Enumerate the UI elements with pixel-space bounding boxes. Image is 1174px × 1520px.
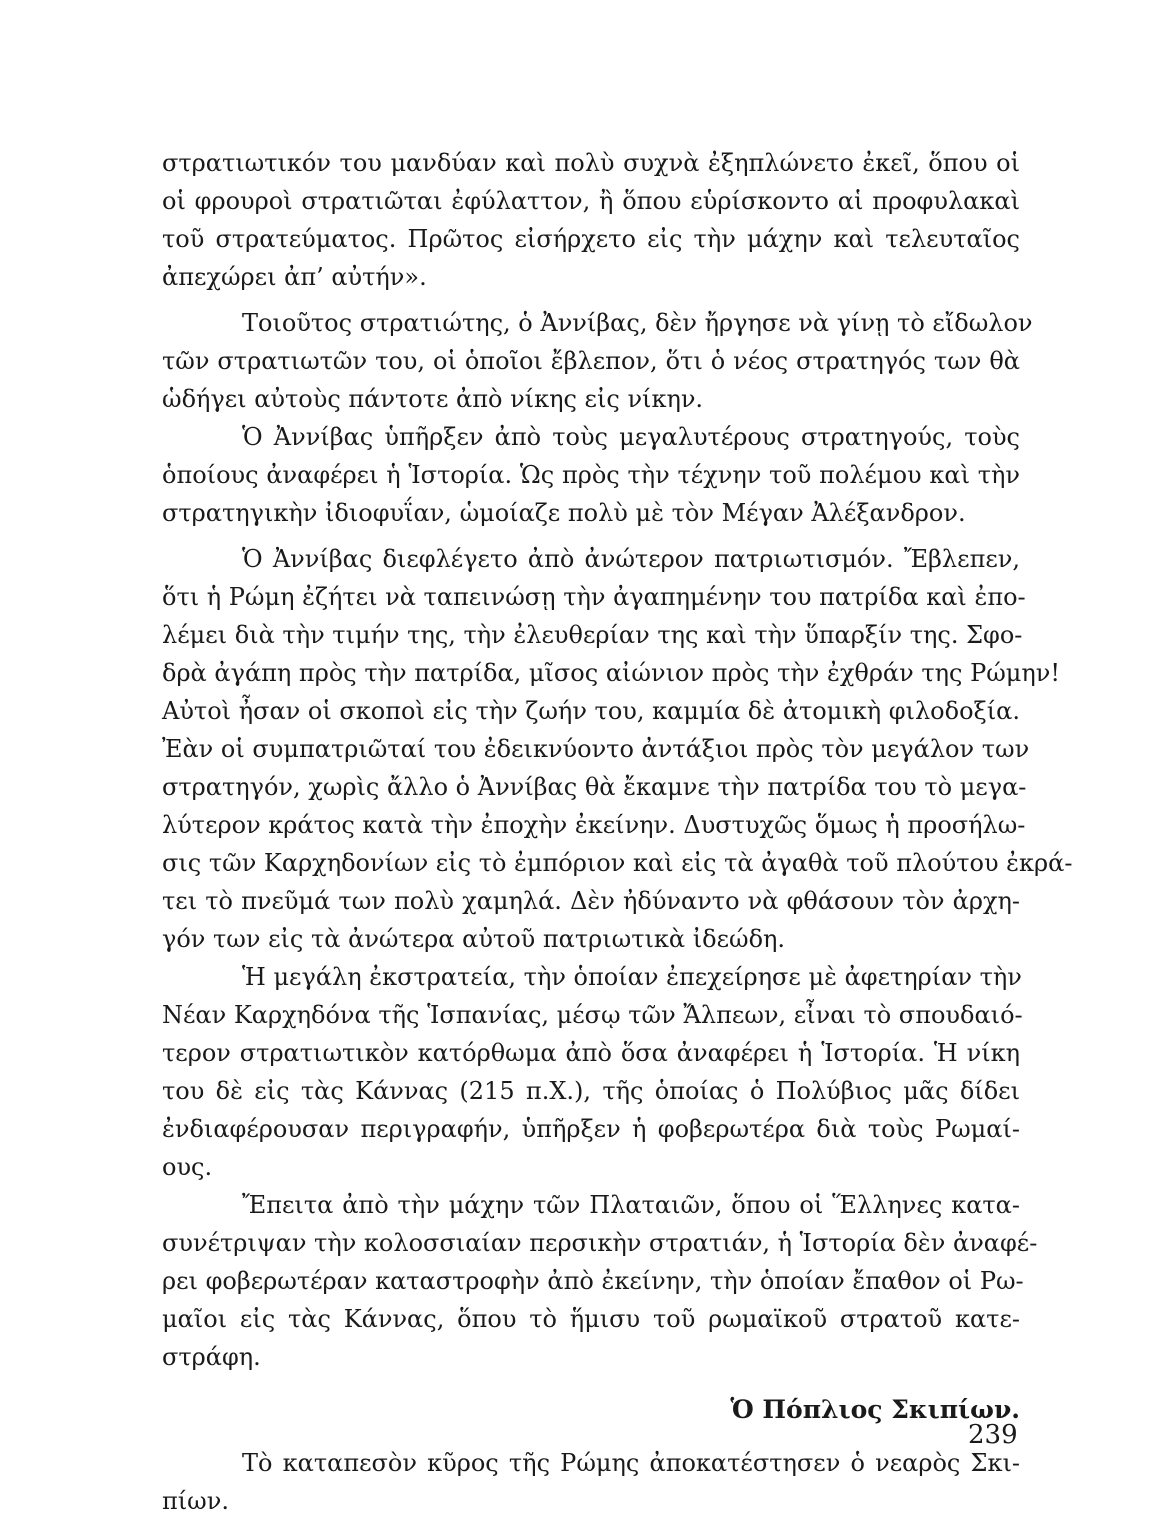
text-line: Αὐτοὶ ἦσαν οἱ σκοποὶ εἰς τὴν ζωήν του, καμμία δὲ ἀτομικὴ φιλοδοξία. (162, 697, 1020, 725)
text-line: ὡδήγει αὐτοὺς πάντοτε ἀπὸ νίκης εἰς νίκην. (162, 385, 704, 413)
page-number: 239 (968, 1420, 1018, 1450)
text-line: Νέαν Καρχηδόνα τῆς Ἱσπανίας, μέσῳ τῶν Ἄλπεων, εἶναι τὸ σπουδαιό- (162, 1001, 1023, 1029)
text-line: ὁποίους ἀναφέρει ἡ Ἱστορία. Ὡς πρὸς τὴν τέχνην τοῦ πολέμου καὶ τὴν (162, 461, 1020, 489)
text-line: λύτερον κράτος κατὰ τὴν ἐποχὴν ἐκείνην. Δυστυχῶς ὅμως ἡ προσήλω- (162, 811, 1026, 839)
text-line: ὅτι ἡ Ρώμη ἐζήτει νὰ ταπεινώσῃ τὴν ἀγαπημένην του πατρίδα καὶ ἐπο- (162, 583, 1026, 611)
section-heading: Ὁ Πόπλιος Σκιπίων. (730, 1395, 1020, 1424)
text-line: σις τῶν Καρχηδονίων εἰς τὸ ἐμπόριον καὶ εἰς τὰ ἀγαθὰ τοῦ πλούτου ἐκρά- (162, 849, 1073, 877)
text-line: Ἔπειτα ἀπὸ τὴν μάχην τῶν Πλαταιῶν, ὅπου οἱ Ἕλληνες κατα- (242, 1191, 1020, 1219)
text-line: πίων. (162, 1487, 229, 1515)
text-line: Ὁ Ἀννίβας διεφλέγετο ἀπὸ ἀνώτερον πατριωτισμόν. Ἔβλεπεν, (242, 545, 1020, 573)
text-line: λέμει διὰ τὴν τιμήν της, τὴν ἐλευθερίαν της καὶ τὴν ὕπαρξίν της. Σφο- (162, 621, 1023, 649)
text-line: οἱ φρουροὶ στρατιῶται ἐφύλαττον, ἢ ὅπου εὑρίσκοντο αἱ προφυλακαὶ (162, 187, 1020, 215)
text-line: ους. (162, 1153, 213, 1181)
text-line: ρει φοβερωτέραν καταστροφὴν ἀπὸ ἐκείνην, τὴν ὁποίαν ἔπαθον οἱ Ρω- (162, 1267, 1024, 1295)
paragraph-7 (162, 1444, 1020, 1520)
text-line: Τὸ καταπεσὸν κῦρος τῆς Ρώμης ἀποκατέστησεν ὁ νεαρὸς Σκι- (242, 1449, 1020, 1477)
text-line: Ὁ Ἀννίβας ὑπῆρξεν ἀπὸ τοὺς μεγαλυτέρους στρατηγούς, τοὺς (242, 423, 1020, 451)
text-line: Ἡ μεγάλη ἐκστρατεία, τὴν ὁποίαν ἐπεχείρησε μὲ ἀφετηρίαν τὴν (242, 963, 1022, 991)
paragraph-5 (162, 958, 1023, 1186)
paragraph-1 (162, 144, 1020, 296)
text-line: τῶν στρατιωτῶν του, οἱ ὁποῖοι ἔβλεπον, ὅτι ὁ νέος στρατηγός των θὰ (162, 347, 1020, 375)
text-line: στρατηγόν, χωρὶς ἄλλο ὁ Ἀννίβας θὰ ἔκαμνε τὴν πατρίδα του τὸ μεγα- (162, 773, 1027, 801)
text-line: του δὲ εἰς τὰς Κάννας (215 π.Χ.), τῆς ὁποίας ὁ Πολύβιος μᾶς δίδει (162, 1077, 1020, 1105)
text-line: τερον στρατιωτικὸν κατόρθωμα ἀπὸ ὅσα ἀναφέρει ἡ Ἱστορία. Ἡ νίκη (162, 1039, 1020, 1067)
text-line: τοῦ στρατεύματος. Πρῶτος εἰσήρχετο εἰς τὴν μάχην καὶ τελευταῖος (162, 225, 1020, 253)
page-body (162, 144, 1073, 1520)
paragraph-4 (162, 540, 1073, 958)
text-line: στράφη. (162, 1343, 261, 1371)
text-line: ἐνδιαφέρουσαν περιγραφήν, ὑπῆρξεν ἡ φοβερωτέρα διὰ τοὺς Ρωμαί- (162, 1115, 1020, 1143)
text-line: μαῖοι εἰς τὰς Κάννας, ὅπου τὸ ἥμισυ τοῦ ρωμαϊκοῦ στρατοῦ κατε- (162, 1305, 1020, 1333)
text-line: Τοιοῦτος στρατιώτης, ὁ Ἀννίβας, δὲν ἤργησε νὰ γίνῃ τὸ εἴδωλον (242, 309, 1033, 337)
text-line: στρατηγικὴν ἰδιοφυΐαν, ὡμοίαζε πολὺ μὲ τὸν Μέγαν Ἀλέξανδρον. (162, 499, 966, 527)
text-line: Ἐὰν οἱ συμπατριῶταί του ἐδεικνύοντο ἀντάξιοι πρὸς τὸν μεγάλον των (162, 735, 1030, 763)
text-line: δρὰ ἀγάπη πρὸς τὴν πατρίδα, μῖσος αἰώνιον πρὸς τὴν ἐχθράν της Ρώμην! (162, 659, 1061, 687)
text-line: ἀπεχώρει ἀπ’ αὐτήν». (162, 263, 427, 291)
paragraph-2 (162, 304, 1033, 418)
text-line: γόν των εἰς τὰ ἀνώτερα αὐτοῦ πατριωτικὰ ἰδεώδη. (162, 925, 786, 953)
text-line: στρατιωτικόν του μανδύαν καὶ πολὺ συχνὰ ἐξηπλώνετο ἐκεῖ, ὅπου οἱ (162, 149, 1020, 177)
text-line: συνέτριψαν τὴν κολοσσιαίαν περσικὴν στρατιάν, ἡ Ἱστορία δὲν ἀναφέ- (162, 1229, 1038, 1257)
paragraph-3 (162, 418, 1020, 532)
paragraph-6 (162, 1186, 1038, 1376)
text-line: τει τὸ πνεῦμά των πολὺ χαμηλά. Δὲν ἠδύναντο νὰ φθάσουν τὸν ἀρχη- (162, 887, 1020, 915)
